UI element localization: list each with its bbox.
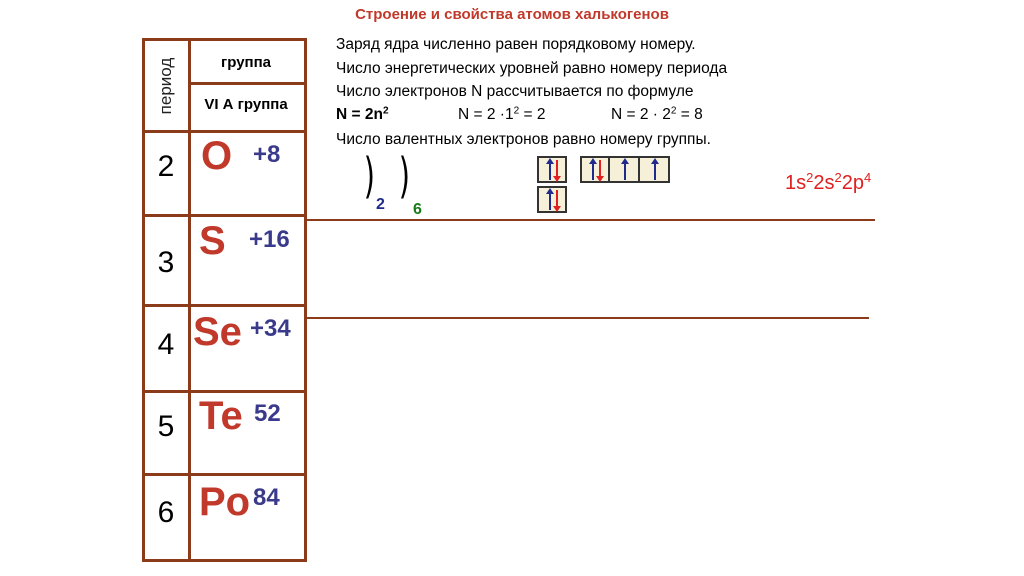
text-line-valence: Число валентных электронов равно номеру группы. bbox=[336, 131, 711, 148]
row-divider bbox=[142, 390, 307, 393]
spin-up-arrow-icon bbox=[592, 162, 594, 180]
header-divider bbox=[188, 82, 307, 85]
text-line-charge: Заряд ядра численно равен порядковому номеру. bbox=[336, 36, 696, 53]
table-border-bottom bbox=[142, 559, 307, 562]
row-divider bbox=[142, 304, 307, 307]
period-number: 2 bbox=[157, 150, 175, 183]
row-divider bbox=[142, 214, 307, 217]
text-line-electrons: Число электронов N рассчитывается по формуле bbox=[336, 83, 694, 100]
shell-electron-count: 6 bbox=[413, 201, 422, 218]
spin-up-arrow-icon bbox=[549, 192, 551, 210]
table-border-right bbox=[304, 38, 307, 561]
spin-up-arrow-icon bbox=[549, 162, 551, 180]
element-symbol: Te bbox=[199, 394, 243, 438]
element-symbol: Se bbox=[193, 310, 242, 354]
formula-level1: $N = 2 \cdot 1^2 = 2$ bbox=[458, 105, 546, 123]
group-header: группа bbox=[220, 54, 272, 71]
period-number: 4 bbox=[157, 328, 175, 361]
nuclear-charge: +8 bbox=[253, 141, 281, 168]
period-number: 5 bbox=[157, 410, 175, 443]
period-header: период bbox=[156, 57, 175, 115]
orbital-cell bbox=[580, 156, 610, 183]
orbital-cell bbox=[638, 156, 670, 183]
element-symbol: S bbox=[199, 219, 226, 263]
nuclear-charge: +16 bbox=[249, 226, 290, 253]
spin-up-arrow-icon bbox=[654, 162, 656, 180]
orbital-cell bbox=[537, 156, 567, 183]
nuclear-charge: 52 bbox=[254, 400, 281, 427]
subgroup-header: VI А группа bbox=[204, 96, 288, 113]
text-line-levels: Число энергетических уровней равно номеру периода bbox=[336, 60, 728, 77]
nuclear-charge: +34 bbox=[250, 315, 291, 342]
period-number: 3 bbox=[157, 246, 175, 279]
shell-bracket-icon: ) bbox=[363, 148, 375, 204]
formula-level2: $N = 2 \cdot 2^2 = 8$ bbox=[611, 105, 703, 123]
shell-electron-count: 2 bbox=[376, 196, 385, 213]
period-number: 6 bbox=[157, 496, 175, 529]
element-symbol: O bbox=[201, 134, 233, 178]
shell-bracket-icon: ) bbox=[398, 148, 410, 204]
nuclear-charge: 84 bbox=[253, 484, 280, 511]
guide-line bbox=[307, 219, 875, 221]
element-symbol: Po bbox=[199, 480, 251, 524]
spin-down-arrow-icon bbox=[556, 160, 558, 178]
orbital-cell bbox=[608, 156, 640, 183]
formula-main: $N = 2n^2$ bbox=[336, 105, 389, 123]
row-divider bbox=[142, 473, 307, 476]
guide-line bbox=[307, 317, 869, 319]
electron-configuration: $1s^22s^22p^4$ bbox=[785, 169, 872, 194]
slide-title: Строение и свойства атомов халькогенов bbox=[355, 6, 669, 23]
spin-down-arrow-icon bbox=[556, 190, 558, 208]
orbital-cell bbox=[537, 186, 567, 213]
spin-down-arrow-icon bbox=[599, 160, 601, 178]
spin-up-arrow-icon bbox=[624, 162, 626, 180]
